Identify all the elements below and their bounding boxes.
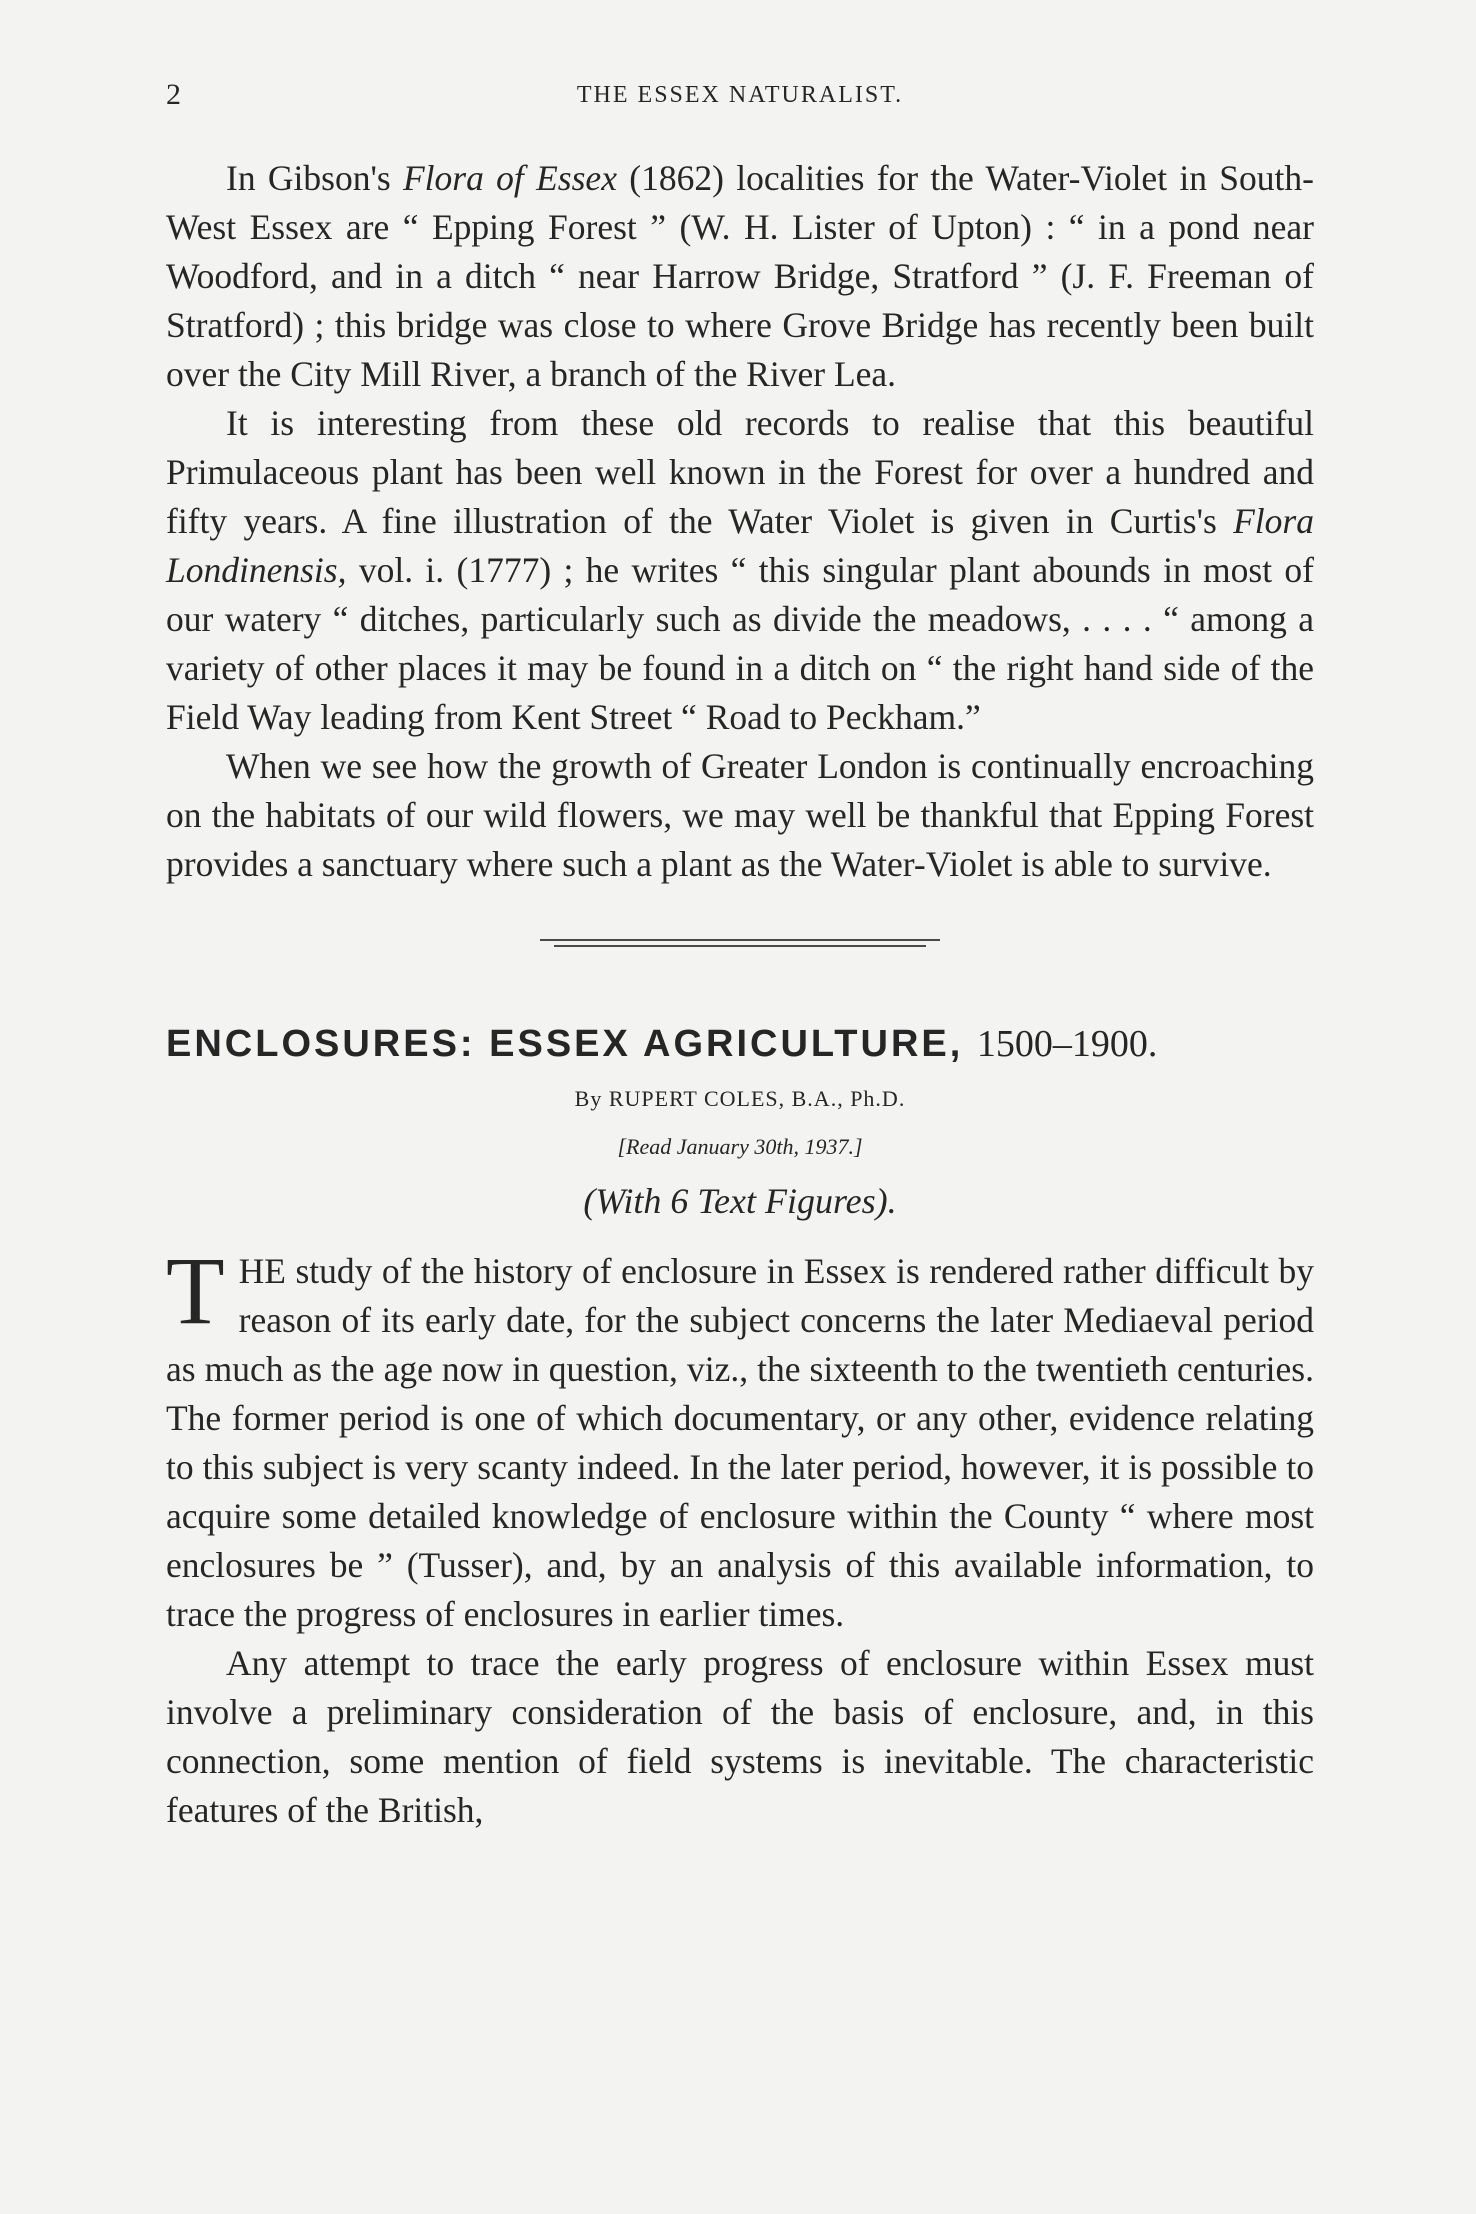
divider-line: [554, 945, 926, 947]
paragraph-text: (1862) localities for the Water-Violet in South-West Essex are “ Epping Forest ” (W. H. Lister of Upton) : “ in a pond near Woodford, and in a ditch “ near Harrow Bridge, Stratford ” (J. F. Freeman of Stratford) ; this bridge was close to where Grove Bridge has recently been built over the City Mill River, a branch of the River Lea.: [166, 158, 1314, 394]
page: [166, 70, 1314, 1835]
paragraph-gibson-flora: [166, 154, 1314, 399]
running-head: [166, 70, 1314, 130]
paragraph-text: HE study of the history of enclosure in Essex is rendered rather difficult by reason of its early date, for the subject concerns the later Mediaeval period as much as the age now in question, viz., the sixteenth to the twentieth centuries. The former period is one of which documentary, or any other, evidence relating to this subject is very scanty indeed. In the later period, however, it is possible to acquire some detailed knowledge of enclosure within the County “ where most enclosures be ” (Tusser), and, by an analysis of this available information, to trace the progress of enclosures in earlier times.: [166, 1251, 1314, 1634]
drop-cap: T: [166, 1237, 225, 1344]
author-byline: By RUPERT COLES, B.A., Ph.D.: [574, 1086, 906, 1111]
read-date: [Read January 30th, 1937.]: [617, 1134, 863, 1159]
paragraph-opening: [166, 1237, 1314, 1639]
paragraph-curtis-illustration: [166, 399, 1314, 742]
page-number: 2: [166, 78, 181, 111]
article-title: [166, 1019, 1314, 1069]
journal-title: THE ESSEX NATURALIST.: [576, 82, 904, 108]
figures-note: (With 6 Text Figures).: [583, 1181, 897, 1221]
paragraph-text: In Gibson's: [226, 158, 403, 198]
article-body: [166, 1237, 1314, 1835]
paragraph-text: vol. i. (1777) ; he writes “ this singular plant abounds in most of our watery “ ditches, particularly such as divide the meadows, . . . . “ among a variety of other places it may be found in a ditch on “ the right hand side of the Field Way leading from Kent Street “ Road to Peckham.”: [166, 550, 1314, 737]
paragraph-text: It is interesting from these old records to realise that this beautiful Primulaceous plant has been well known in the Forest for over a hundred and fifty years. A fine illustration of the Water Violet is given in Curtis's: [166, 403, 1314, 541]
article-title-years: 1500–1900.: [976, 1023, 1158, 1065]
paragraph-greater-london: When we see how the growth of Greater London is continually encroaching on the habitats of our wild flowers, we may well be thankful that Epping Forest provides a sanctuary where such a plant as the Water-Violet is able to survive.: [166, 746, 1314, 884]
book-title-flora-of-essex: Flora of Essex: [403, 158, 617, 198]
paragraph-early-progress: Any attempt to trace the early progress of enclosure within Essex must involve a preliminary consideration of the basis of enclosure, and, in this connection, some mention of field systems is inevitable. The characteristic features of the British,: [166, 1643, 1314, 1830]
article-title-text: ENCLOSURES: ESSEX AGRICULTURE,: [166, 1023, 964, 1065]
divider-line: [540, 939, 940, 941]
section-divider: [540, 939, 940, 949]
book-title-flora-londinensis: Flora Londinensis,: [166, 501, 1314, 590]
